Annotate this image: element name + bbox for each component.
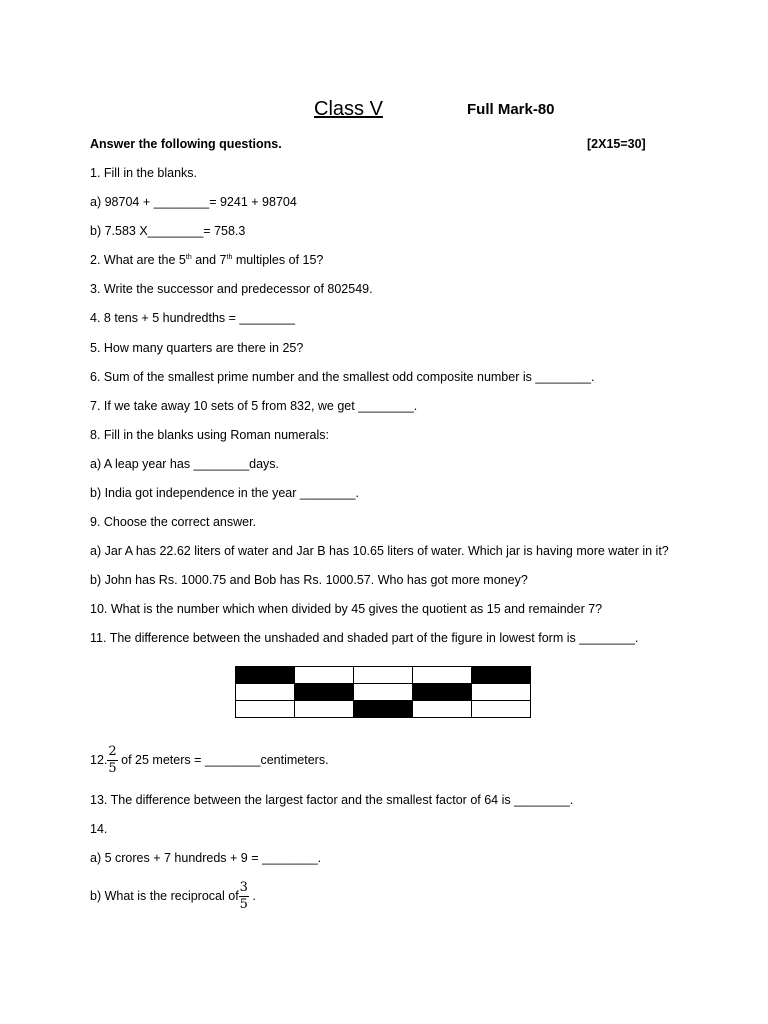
instructions-text: Answer the following questions. [90,137,282,151]
question-8b: b) India got independence in the year ________. [90,486,359,500]
fraction-two-fifths [107,744,117,777]
figure-row [236,684,531,701]
question-12-text: of 25 meters = ________centimeters. [117,753,329,767]
figure-row [236,701,531,718]
question-1a: a) 98704 + ________= 9241 + 98704 [90,195,297,209]
question-10: 10. What is the number which when divided by 45 gives the quotient as 15 and remainder 7? [90,602,603,616]
question-12-number: 12. [90,753,108,767]
question-14: 14. [90,822,108,836]
superscript-th: th [226,254,233,261]
question-2-part-a: 2. What are the 5 [90,253,186,267]
fraction-denominator: 5 [108,761,117,777]
question-13: 13. The difference between the largest factor and the smallest factor of 64 is ________. [90,793,574,807]
figure-cell-shaded [295,684,354,701]
question-1: 1. Fill in the blanks. [90,166,197,180]
question-9a: a) Jar A has 22.62 liters of water and Jar B has 10.65 liters of water. Which jar is having more water in it? [90,544,669,558]
figure-cell-shaded [413,684,472,701]
question-4: 4. 8 tens + 5 hundredths = ________ [90,311,296,325]
question-5: 5. How many quarters are there in 25? [90,341,304,355]
full-mark: Full Mark-80 [467,101,555,118]
fraction-numerator: 2 [108,744,117,760]
question-12 [90,740,329,780]
class-title: Class V [314,98,383,120]
figure-cell-unshaded [354,684,413,701]
figure-cell-unshaded [295,701,354,718]
figure-cell-unshaded [236,684,295,701]
question-14b-text: b) What is the reciprocal of [90,889,239,903]
question-11: 11. The difference between the unshaded and shaded part of the figure in lowest form is ________. [90,631,639,645]
question-7: 7. If we take away 10 sets of 5 from 832, we get ________. [90,399,418,413]
figure-cell-unshaded [413,667,472,684]
figure-cell-unshaded [236,701,295,718]
figure-cell-unshaded [472,684,531,701]
question-3: 3. Write the successor and predecessor of 802549. [90,282,373,296]
question-2-part-b: and 7 [191,253,227,267]
question-14b-end: . [248,889,256,903]
figure-cell-shaded [236,667,295,684]
question-14a: a) 5 crores + 7 hundreds + 9 = ________. [90,851,322,865]
instructions-marks: [2X15=30] [587,137,646,151]
figure-cell-unshaded [472,701,531,718]
fraction-three-fifths [239,880,249,913]
superscript-th: th [185,254,192,261]
figure-cell-unshaded [413,701,472,718]
question-2 [90,252,323,268]
figure-cell-unshaded [295,667,354,684]
question-6: 6. Sum of the smallest prime number and the smallest odd composite number is ________. [90,370,595,384]
question-1b: b) 7.583 X________= 758.3 [90,224,246,238]
question-2-part-c: multiples of 15? [232,253,324,267]
figure-cell-unshaded [354,667,413,684]
figure-row [236,667,531,684]
question-14b [90,876,256,916]
fraction-denominator: 5 [239,897,248,913]
figure-cell-shaded [354,701,413,718]
figure-cell-shaded [472,667,531,684]
question-8a: a) A leap year has ________days. [90,457,280,471]
question-8: 8. Fill in the blanks using Roman numerals: [90,428,330,442]
question-9b: b) John has Rs. 1000.75 and Bob has Rs. 1000.57. Who has got more money? [90,573,528,587]
question-9: 9. Choose the correct answer. [90,515,257,529]
fraction-numerator: 3 [239,880,248,896]
shaded-figure-grid [235,666,531,718]
